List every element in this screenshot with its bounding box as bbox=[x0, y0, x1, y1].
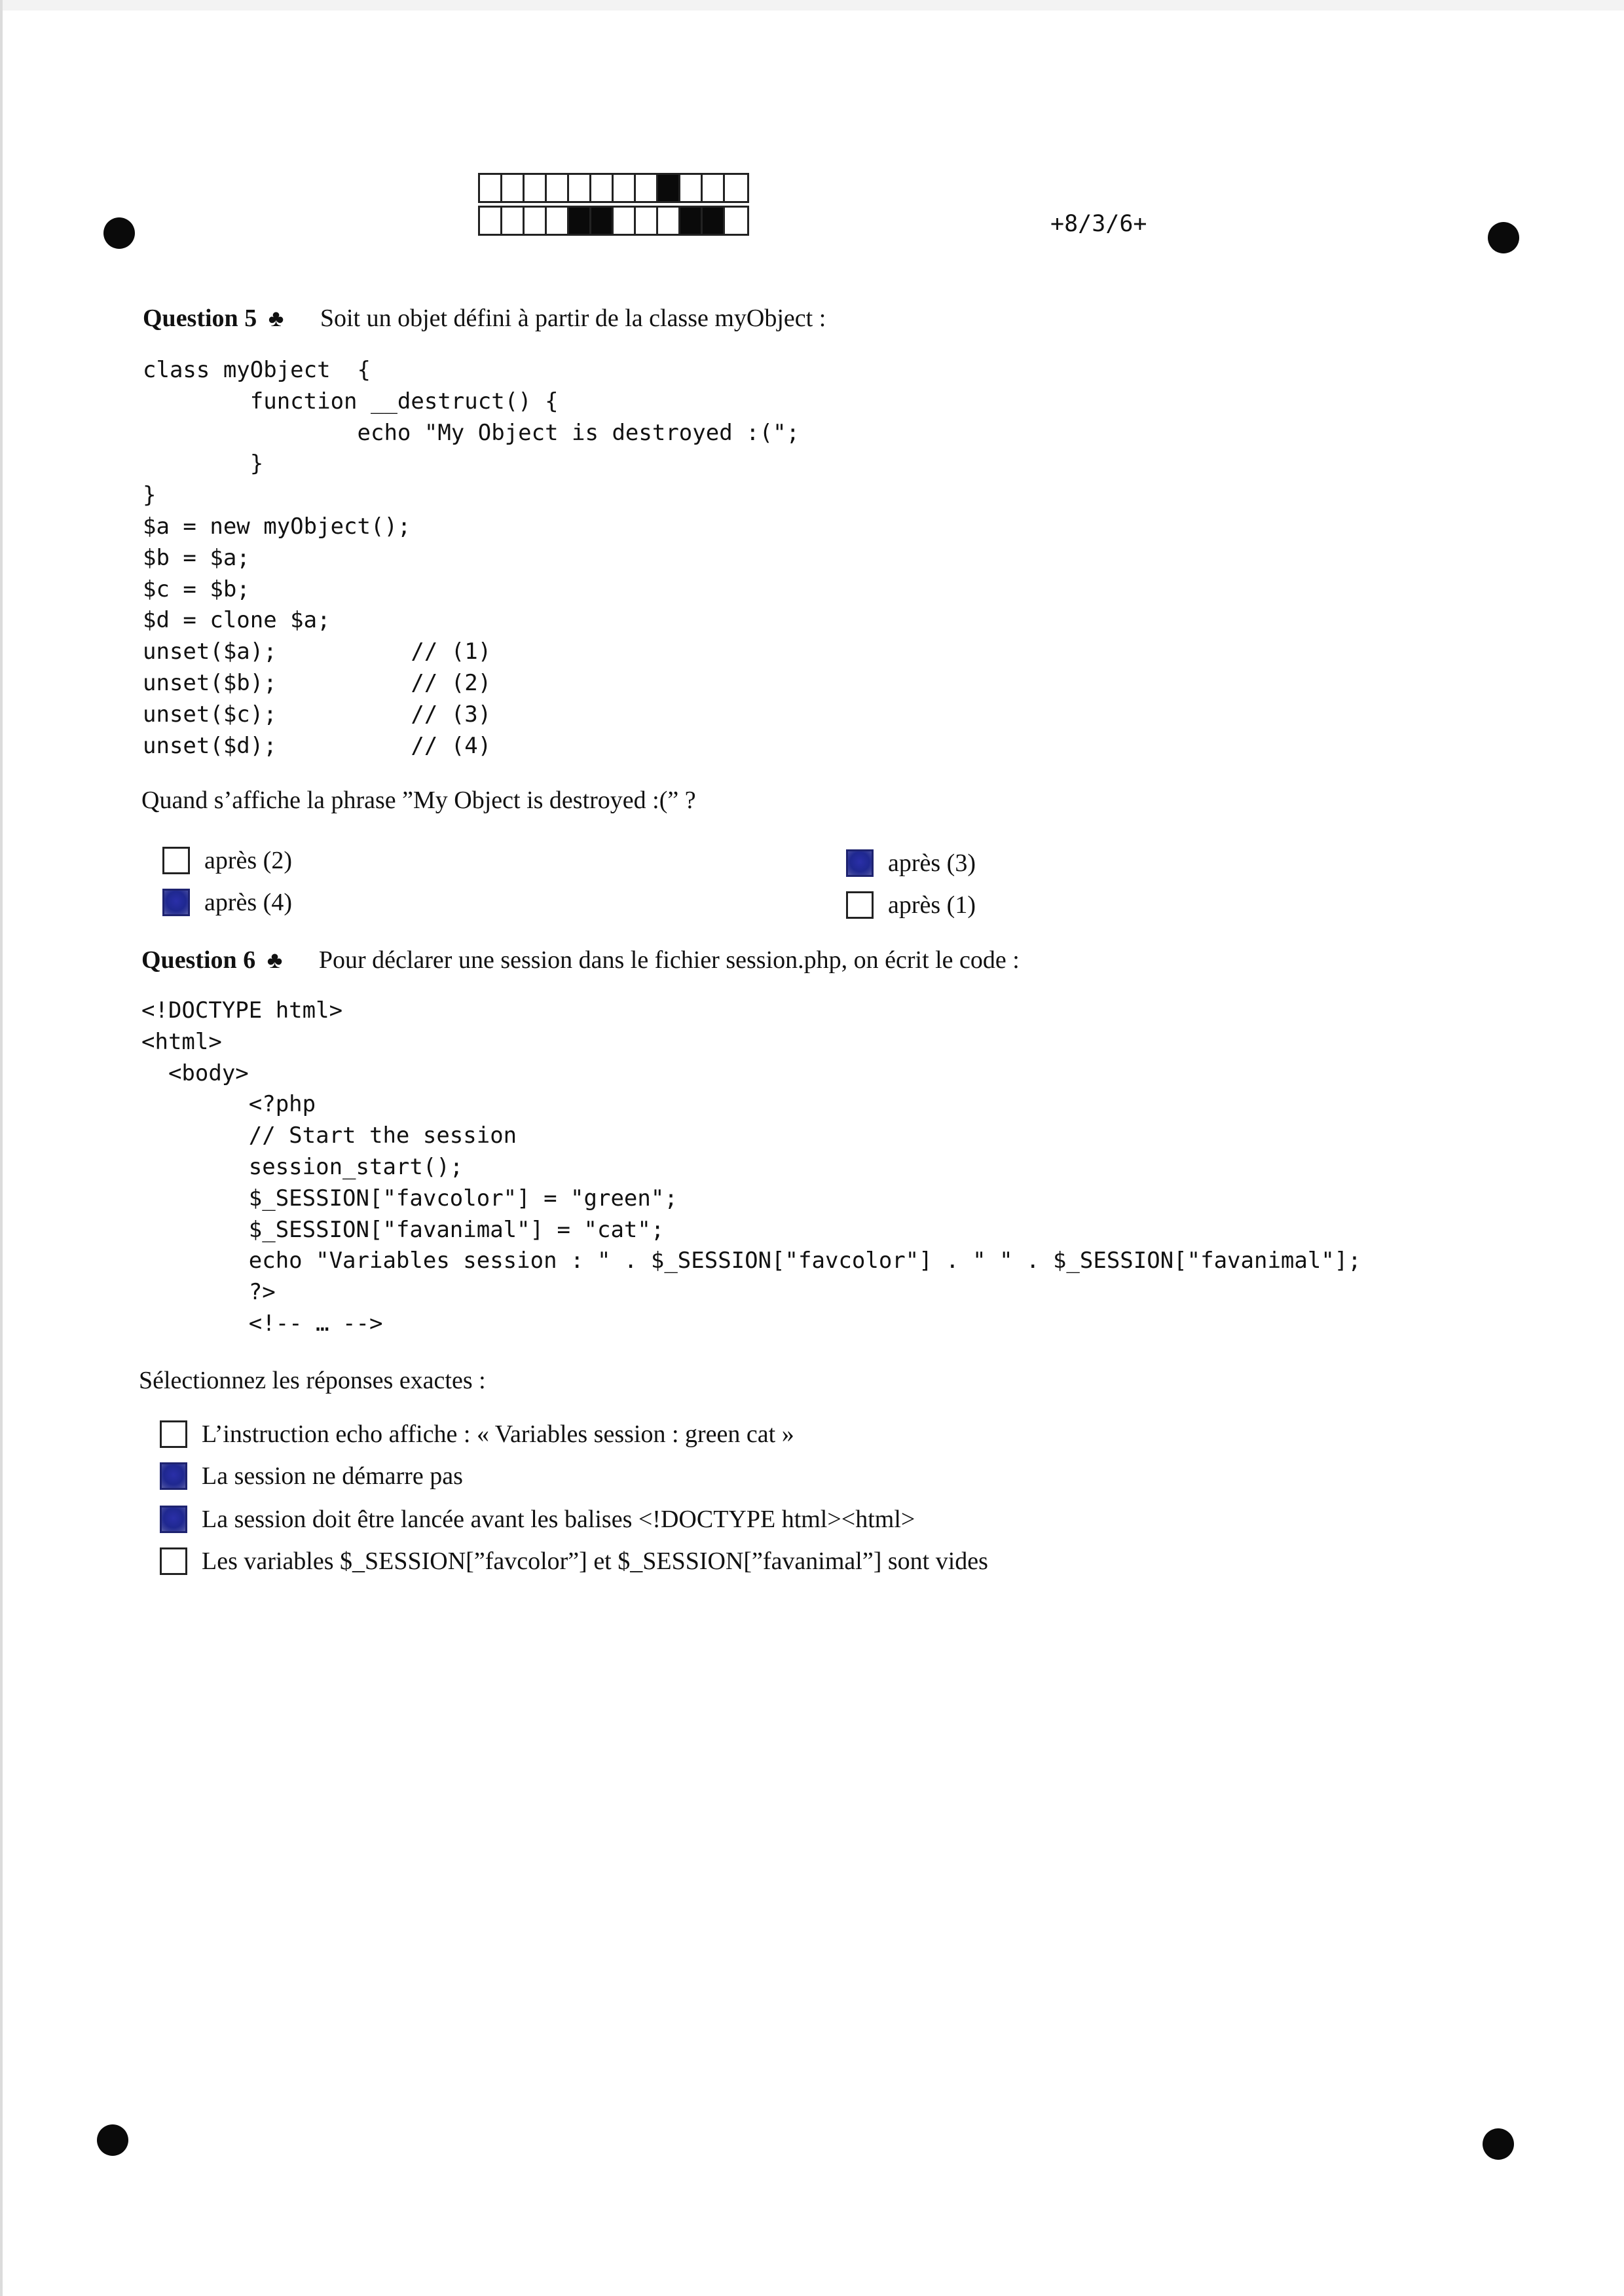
code-line: } bbox=[143, 482, 157, 509]
code-line: unset($c); // (3) bbox=[143, 701, 492, 728]
code-box bbox=[725, 175, 747, 201]
question-5-header bbox=[143, 304, 826, 333]
checkbox[interactable] bbox=[160, 1506, 187, 1533]
code-box bbox=[502, 208, 525, 234]
code-box bbox=[502, 175, 525, 201]
option-label: après (2) bbox=[204, 847, 292, 874]
checkbox[interactable] bbox=[846, 849, 874, 877]
option-label: L’instruction echo affiche : « Variables session : green cat » bbox=[202, 1420, 794, 1448]
club-icon: ♣ bbox=[267, 947, 283, 973]
code-box bbox=[591, 175, 614, 201]
checkbox[interactable] bbox=[160, 1420, 187, 1448]
code-box bbox=[636, 175, 658, 201]
code-line: session_start(); bbox=[141, 1153, 464, 1180]
code-line: $b = $a; bbox=[143, 544, 250, 571]
question-5-option-4[interactable] bbox=[846, 891, 976, 919]
registration-mark-bottom-left bbox=[97, 2124, 128, 2156]
code-box bbox=[547, 175, 569, 201]
question-6-option-4[interactable] bbox=[160, 1547, 988, 1576]
option-label: La session ne démarre pas bbox=[202, 1462, 463, 1490]
code-line: ?> bbox=[141, 1279, 276, 1306]
code-line: $_SESSION["favanimal"] = "cat"; bbox=[141, 1216, 665, 1243]
code-line: <html> bbox=[141, 1028, 222, 1055]
question-6-prompt: Sélectionnez les réponses exactes : bbox=[139, 1367, 486, 1394]
code-box bbox=[703, 208, 725, 234]
code-line: <!-- … --> bbox=[141, 1310, 383, 1337]
code-box bbox=[614, 208, 636, 234]
page-code-row-1 bbox=[478, 173, 749, 203]
page-left-edge bbox=[0, 0, 3, 2296]
question-6-intro: Pour déclarer une session dans le fichier session.php, on écrit le code : bbox=[318, 946, 1020, 974]
page-code-row-2 bbox=[478, 206, 749, 236]
registration-mark-top-right bbox=[1488, 222, 1519, 253]
code-box bbox=[525, 208, 547, 234]
checkbox[interactable] bbox=[162, 847, 190, 874]
question-5-code bbox=[143, 355, 800, 762]
code-line: <!DOCTYPE html> bbox=[141, 997, 343, 1024]
question-5-option-3[interactable] bbox=[162, 888, 292, 917]
question-5-option-1[interactable] bbox=[162, 846, 292, 875]
code-line: unset($a); // (1) bbox=[143, 639, 492, 665]
code-line: // Start the session bbox=[141, 1122, 517, 1149]
code-box bbox=[680, 208, 703, 234]
question-6-option-1[interactable] bbox=[160, 1420, 794, 1449]
code-line: <body> bbox=[141, 1060, 249, 1086]
code-box bbox=[591, 208, 614, 234]
checkbox[interactable] bbox=[846, 891, 874, 919]
option-label: Les variables $_SESSION[”favcolor”] et $_SESSION[”favanimal”] sont vides bbox=[202, 1547, 988, 1575]
question-5-option-2[interactable] bbox=[846, 849, 976, 878]
code-line: $d = clone $a; bbox=[143, 607, 331, 634]
registration-mark-bottom-right bbox=[1483, 2128, 1514, 2160]
page-id: +8/3/6+ bbox=[1050, 211, 1147, 237]
code-line: unset($b); // (2) bbox=[143, 669, 492, 696]
code-line: unset($d); // (4) bbox=[143, 732, 492, 759]
question-5-prompt: Quand s’affiche la phrase ”My Object is destroyed :(” ? bbox=[141, 787, 696, 814]
checkbox[interactable] bbox=[160, 1547, 187, 1575]
code-line: } bbox=[143, 451, 264, 477]
question-6-option-3[interactable] bbox=[160, 1505, 915, 1534]
registration-mark-top-left bbox=[103, 217, 135, 249]
code-box bbox=[658, 208, 680, 234]
code-box bbox=[569, 175, 591, 201]
question-6-code bbox=[141, 995, 1361, 1340]
option-label: après (4) bbox=[204, 889, 292, 916]
code-line: function __destruct() { bbox=[143, 388, 559, 415]
code-box bbox=[703, 175, 725, 201]
code-line: $_SESSION["favcolor"] = "green"; bbox=[141, 1185, 678, 1212]
checkbox[interactable] bbox=[162, 889, 190, 916]
code-line: $c = $b; bbox=[143, 576, 250, 602]
question-5-intro: Soit un objet défini à partir de la classe myObject : bbox=[320, 305, 826, 332]
code-box bbox=[725, 208, 747, 234]
code-line: class myObject { bbox=[143, 357, 371, 383]
code-box bbox=[658, 175, 680, 201]
question-6-label: Question 6 bbox=[141, 946, 256, 974]
code-box bbox=[480, 208, 502, 234]
checkbox[interactable] bbox=[160, 1462, 187, 1490]
code-line: <?php bbox=[141, 1091, 316, 1118]
option-label: après (1) bbox=[888, 891, 976, 919]
club-icon: ♣ bbox=[268, 305, 284, 331]
code-line: $a = new myObject(); bbox=[143, 513, 411, 540]
question-5-label: Question 5 bbox=[143, 305, 257, 332]
page-top-edge bbox=[0, 0, 1624, 10]
code-line: echo "Variables session : " . $_SESSION["favcolor"] . " " . $_SESSION["favanimal"]; bbox=[141, 1248, 1361, 1274]
question-6-option-2[interactable] bbox=[160, 1462, 463, 1491]
question-6-header bbox=[141, 946, 1020, 974]
code-box bbox=[525, 175, 547, 201]
code-box bbox=[636, 208, 658, 234]
code-box bbox=[547, 208, 569, 234]
code-line: echo "My Object is destroyed :("; bbox=[143, 419, 800, 446]
option-label: La session doit être lancée avant les balises <!DOCTYPE html><html> bbox=[202, 1506, 915, 1533]
code-box bbox=[680, 175, 703, 201]
option-label: après (3) bbox=[888, 849, 976, 877]
code-box bbox=[569, 208, 591, 234]
code-box bbox=[480, 175, 502, 201]
code-box bbox=[614, 175, 636, 201]
